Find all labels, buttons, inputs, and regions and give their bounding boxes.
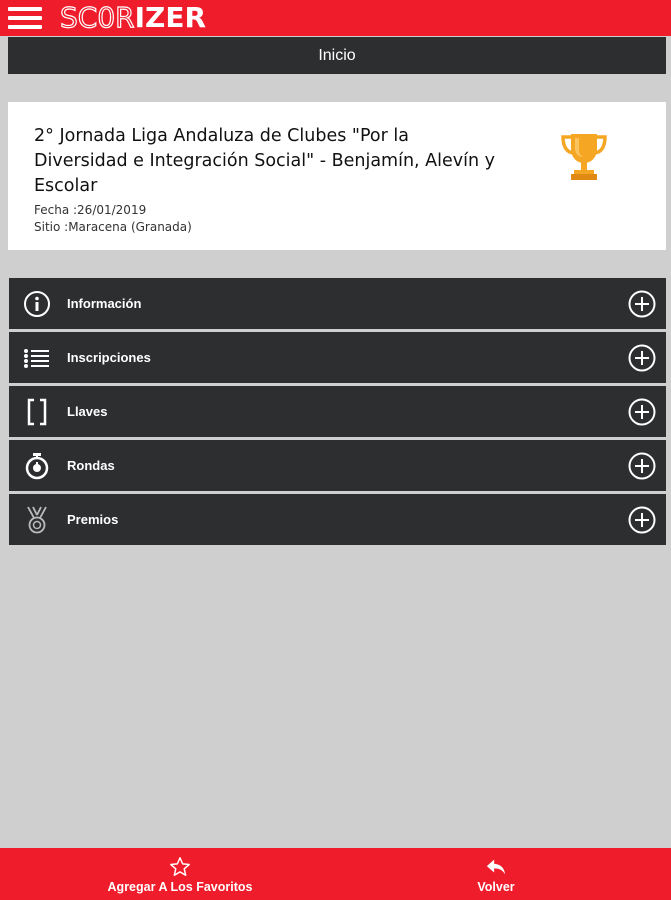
- event-date: Fecha :26/01/2019: [34, 203, 147, 217]
- page-title: Inicio: [8, 37, 666, 74]
- medal-icon: [23, 506, 51, 534]
- menu-item-label: Premios: [67, 512, 119, 527]
- hamburger-menu-icon[interactable]: [8, 5, 42, 31]
- back-button[interactable]: [466, 848, 526, 900]
- menu-item-label: Llaves: [67, 404, 108, 419]
- stopwatch-icon: [23, 452, 51, 480]
- reply-arrow-icon: [485, 856, 507, 878]
- menu-item-informacion[interactable]: [9, 278, 666, 329]
- menu-item-rondas[interactable]: [9, 440, 666, 491]
- menu-item-llaves[interactable]: [9, 386, 666, 437]
- expand-plus-icon[interactable]: [628, 452, 656, 480]
- menu-item-label: Rondas: [67, 458, 115, 473]
- top-app-bar: [0, 0, 671, 36]
- back-label: Volver: [477, 880, 515, 894]
- add-to-favorites-button[interactable]: [100, 848, 260, 900]
- expand-plus-icon[interactable]: [628, 344, 656, 372]
- expand-plus-icon[interactable]: [628, 398, 656, 426]
- menu-item-premios[interactable]: [9, 494, 666, 545]
- event-place: Sitio :Maracena (Granada): [34, 220, 192, 234]
- event-title: 2° Jornada Liga Andaluza de Clubes "Por la Diversidad e Integración Social" - Benjamín, Alevín y Escolar: [34, 126, 495, 196]
- expand-plus-icon[interactable]: [628, 290, 656, 318]
- menu-item-label: Información: [67, 296, 142, 311]
- menu-item-inscripciones[interactable]: [9, 332, 666, 383]
- event-menu: [9, 278, 666, 548]
- list-icon: [23, 344, 51, 372]
- favorites-label: Agregar A Los Favoritos: [107, 880, 253, 894]
- menu-item-label: Inscripciones: [67, 350, 151, 365]
- info-icon: [23, 290, 51, 318]
- app-logo: SC0RIZER: [60, 1, 207, 34]
- star-icon: [169, 856, 191, 878]
- bottom-action-bar: [0, 848, 671, 900]
- expand-plus-icon[interactable]: [628, 506, 656, 534]
- trophy-icon: [559, 130, 609, 182]
- event-card: [8, 102, 666, 250]
- brackets-icon: [23, 398, 51, 426]
